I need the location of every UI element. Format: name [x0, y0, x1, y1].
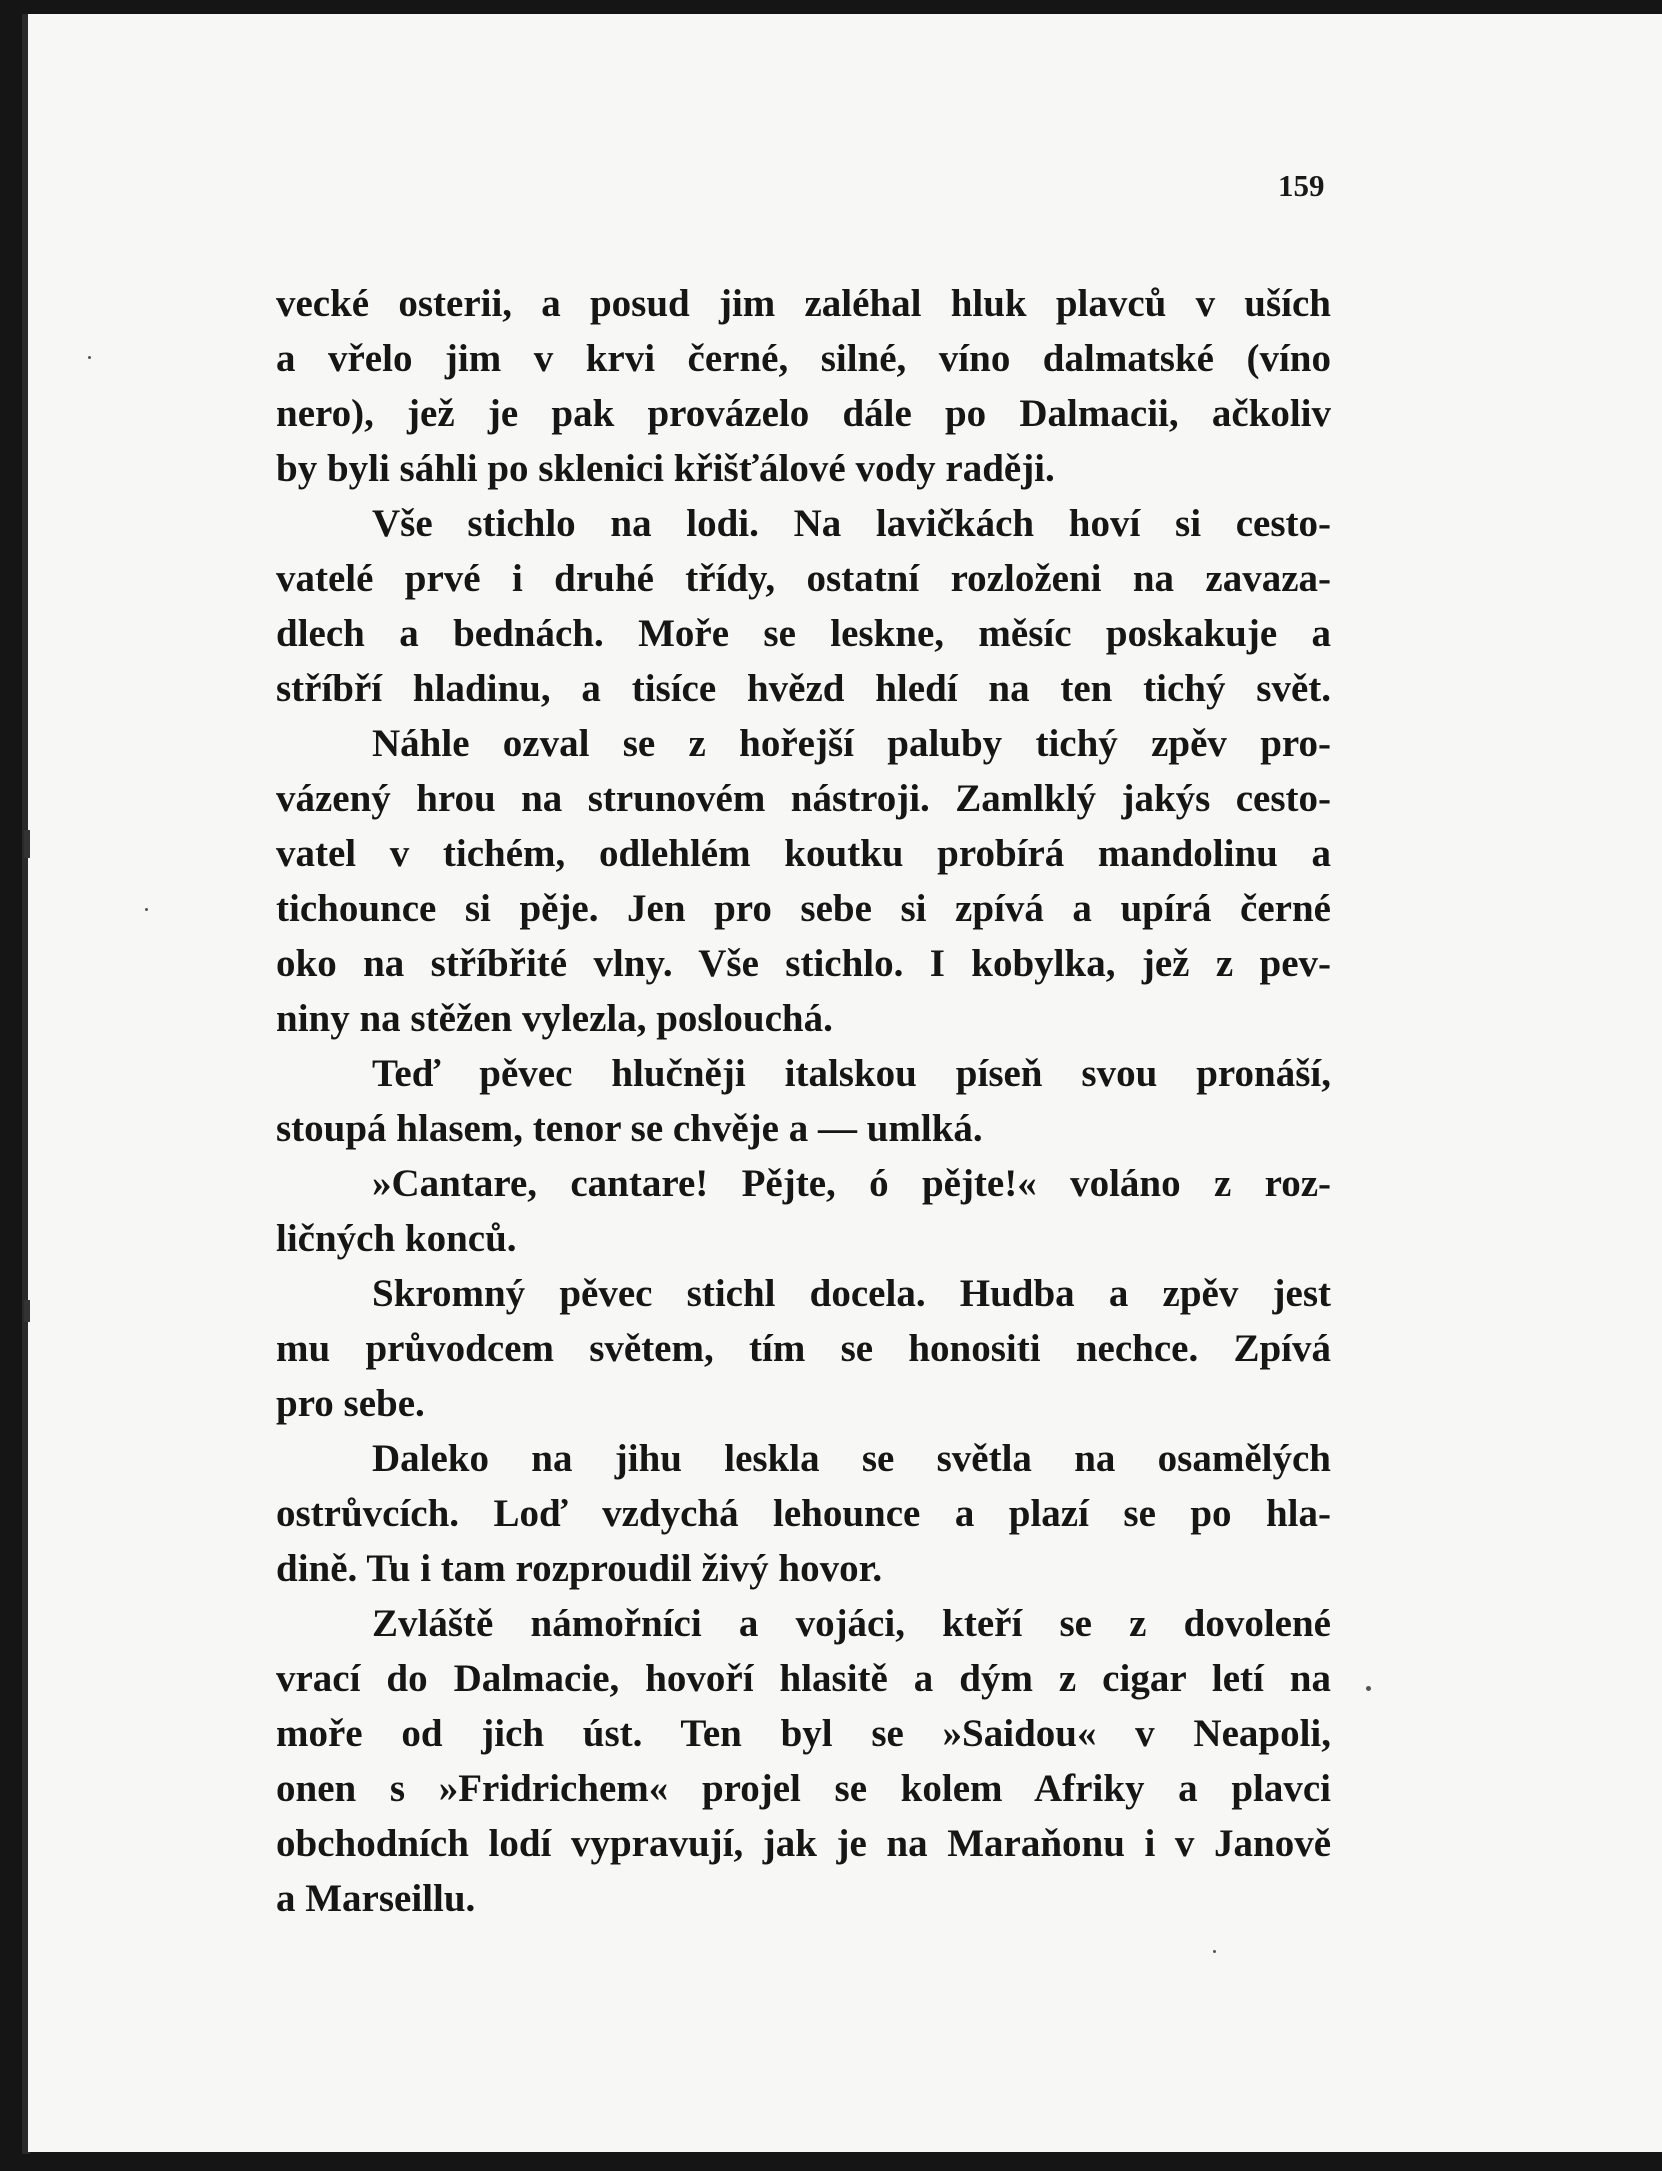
- text-line: vrací do Dalmacie, hovoří hlasitě a dým z cigar letí na: [276, 1657, 1331, 1700]
- text-line: oko na stříbřité vlny. Vše stichlo. I kobylka, jež z pev-: [276, 942, 1331, 985]
- text-line: moře od jich úst. Ten byl se »Saidou« v Neapoli,: [276, 1712, 1331, 1755]
- text-line: vatelé prvé i druhé třídy, ostatní rozloženi na zavaza-: [276, 557, 1331, 600]
- text-line: Daleko na jihu leskla se světla na osamělých: [372, 1437, 1331, 1480]
- text-line: a vřelo jim v krvi černé, silné, víno dalmatské (víno: [276, 337, 1331, 380]
- text-line: obchodních lodí vypravují, jak je na Maraňonu i v Janově: [276, 1822, 1331, 1865]
- text-line: Zvláště námořníci a vojáci, kteří se z dovolené: [372, 1602, 1331, 1645]
- page-number: 159: [1278, 168, 1325, 203]
- scan-speck: [88, 356, 91, 359]
- scan-speck: [1366, 1686, 1371, 1691]
- text-line: vázený hrou na strunovém nástroji. Zamlklý jakýs cesto-: [276, 777, 1331, 820]
- text-line: nero), jež je pak provázelo dále po Dalmacii, ačkoliv: [276, 392, 1331, 435]
- text-line: dině. Tu i tam rozproudil živý hovor.: [276, 1547, 883, 1590]
- body-text: [276, 276, 1331, 1926]
- scan-speck: [1213, 1950, 1216, 1953]
- text-line: niny na stěžen vylezla, poslouchá.: [276, 997, 833, 1040]
- text-line: stříbří hladinu, a tisíce hvězd hledí na ten tichý svět.: [276, 667, 1331, 710]
- text-line: mu průvodcem světem, tím se honositi nechce. Zpívá: [276, 1327, 1331, 1370]
- text-line: »Cantare, cantare! Pějte, ó pějte!« voláno z roz-: [372, 1162, 1331, 1205]
- scan-speck: [145, 908, 148, 911]
- text-line: a Marseillu.: [276, 1877, 476, 1920]
- text-line: Vše stichlo na lodi. Na lavičkách hoví si cesto-: [372, 502, 1331, 545]
- page-edge-mark: [24, 1300, 30, 1322]
- text-line: Teď pěvec hlučněji italskou píseň svou pronáší,: [372, 1052, 1331, 1095]
- page-edge-mark: [24, 830, 30, 858]
- text-line: vecké osterii, a posud jim zaléhal hluk plavců v uších: [276, 282, 1331, 325]
- text-line: Náhle ozval se z hořejší paluby tichý zpěv pro-: [372, 722, 1331, 765]
- text-line: by byli sáhli po sklenici křišťálové vody raději.: [276, 447, 1055, 490]
- text-line: ostrůvcích. Loď vzdychá lehounce a plazí se po hla-: [276, 1492, 1331, 1535]
- text-line: Skromný pěvec stichl docela. Hudba a zpěv jest: [372, 1272, 1331, 1315]
- text-line: onen s »Fridrichem« projel se kolem Afriky a plavci: [276, 1767, 1331, 1810]
- text-line: tichounce si pěje. Jen pro sebe si zpívá a upírá černé: [276, 887, 1331, 930]
- text-line: pro sebe.: [276, 1382, 425, 1425]
- text-line: stoupá hlasem, tenor se chvěje a — umlká.: [276, 1107, 983, 1150]
- text-line: vatel v tichém, odlehlém koutku probírá mandolinu a: [276, 832, 1331, 875]
- text-line: ličných konců.: [276, 1217, 517, 1260]
- text-line: dlech a bednách. Moře se leskne, měsíc poskakuje a: [276, 612, 1331, 655]
